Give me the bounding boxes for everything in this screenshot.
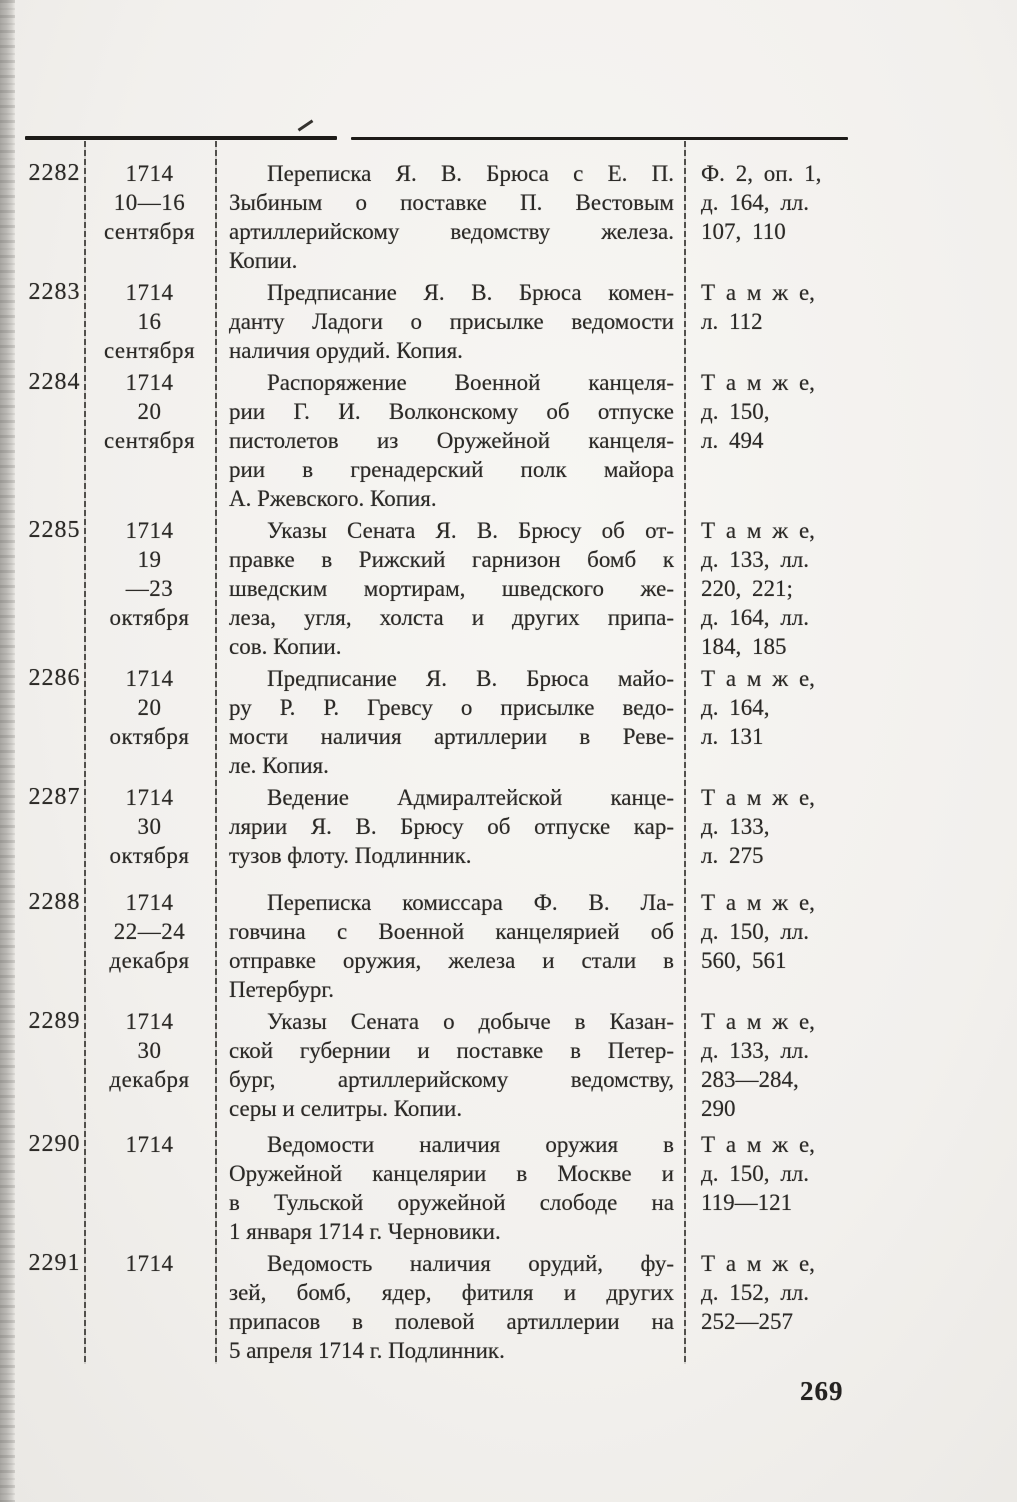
description-line: рии в гренадерский полк майора <box>229 457 674 482</box>
reference-line: д. 133, лл. <box>701 547 810 572</box>
date-line: октября <box>109 724 190 749</box>
reference-line: Т а м ж е, <box>701 1132 815 1157</box>
entry-description <box>215 159 684 275</box>
table-row <box>25 368 848 513</box>
table-row <box>25 278 848 365</box>
description-line: 1 января 1714 г. Черновики. <box>229 1219 501 1244</box>
reference-line: л. 112 <box>701 309 763 334</box>
description-line: бург, артиллерийскому ведомству, <box>229 1067 674 1092</box>
entry-date <box>84 1130 215 1246</box>
reference-line: д. 164, <box>701 695 770 720</box>
reference-line: 252—257 <box>701 1309 793 1334</box>
description-line: Предписание Я. В. Брюса майо- <box>267 666 674 691</box>
entry-description <box>215 664 684 780</box>
entry-date <box>84 368 215 513</box>
reference-line: л. 131 <box>701 724 764 749</box>
entry-reference <box>684 368 848 513</box>
reference-line: д. 164, лл. <box>701 605 810 630</box>
description-line: А. Ржевского. Копия. <box>229 486 437 511</box>
description-line: 5 апреля 1714 г. Подлинник. <box>229 1338 505 1363</box>
reference-line: д. 133, <box>701 814 770 839</box>
description-line: рии Г. И. Волконскому об отпуске <box>229 399 674 424</box>
description-line: мости наличия артиллерии в Реве- <box>229 724 674 749</box>
date-line: декабря <box>109 1067 190 1092</box>
reference-line: д. 150, лл. <box>701 919 810 944</box>
entry-description <box>215 1007 684 1123</box>
table-row <box>25 783 848 870</box>
entry-description <box>215 368 684 513</box>
table-row <box>25 1249 848 1365</box>
description-line: Распоряжение Военной канцеля- <box>267 370 674 395</box>
entry-date <box>84 664 215 780</box>
entry-date <box>84 1249 215 1365</box>
entry-date <box>84 888 215 1004</box>
date-line: 1714 <box>125 280 174 305</box>
description-line: ле. Копия. <box>229 753 329 778</box>
date-line: 1714 <box>125 890 174 915</box>
reference-line: Т а м ж е, <box>701 785 815 810</box>
date-line: 1714 <box>125 370 174 395</box>
date-line: 30 <box>137 1038 162 1063</box>
reference-line: 184, 185 <box>701 634 787 659</box>
date-line: 16 <box>137 309 162 334</box>
date-line: октября <box>109 605 190 630</box>
date-line: 1714 <box>125 1009 174 1034</box>
description-line: Предписание Я. В. Брюса комен- <box>267 280 674 305</box>
table-row <box>25 1007 848 1123</box>
entry-reference <box>684 516 848 661</box>
description-line: данту Ладоги о присылке ведомости <box>229 309 674 334</box>
reference-line: л. 275 <box>701 843 764 868</box>
date-line: 1714 <box>125 785 174 810</box>
description-line: Переписка Я. В. Брюса с Е. П. <box>267 161 674 186</box>
reference-line: Т а м ж е, <box>701 1009 815 1034</box>
description-line: Копии. <box>229 248 298 273</box>
entry-reference <box>684 888 848 1004</box>
date-line: 20 <box>137 695 162 720</box>
reference-line: Т а м ж е, <box>701 666 815 691</box>
entry-reference <box>684 159 848 275</box>
entry-number: 2284 <box>28 369 81 395</box>
entry-number: 2285 <box>28 517 81 543</box>
description-line: ру Р. Р. Гревсу о присылке ведо- <box>229 695 674 720</box>
description-line: ской губернии и поставке в Петер- <box>229 1038 674 1063</box>
date-line: декабря <box>109 948 190 973</box>
scan-artifact-slash <box>298 120 314 132</box>
date-line: сентября <box>103 219 196 244</box>
date-line: 20 <box>137 399 162 424</box>
entry-number: 2289 <box>28 1008 81 1034</box>
reference-line: Т а м ж е, <box>701 370 815 395</box>
description-line: в Тульской оружейной слободе на <box>229 1190 674 1215</box>
date-line: 10—16 <box>113 190 186 215</box>
description-line: Зыбиным о поставке П. Вестовым <box>229 190 674 215</box>
entry-reference <box>684 1249 848 1365</box>
date-line: 19 <box>137 547 162 572</box>
description-line: зей, бомб, ядер, фитиля и других <box>229 1280 674 1305</box>
description-line: Ведение Адмиралтейской канце- <box>267 785 674 810</box>
description-line: пистолетов из Оружейной канцеля- <box>229 428 674 453</box>
entry-reference <box>684 1007 848 1123</box>
reference-line: д. 164, лл. <box>701 190 810 215</box>
description-line: Петербург. <box>229 977 334 1002</box>
description-line: отправке оружия, железа и стали в <box>229 948 674 973</box>
entry-number: 2290 <box>28 1131 81 1157</box>
table-row <box>25 664 848 780</box>
entry-description <box>215 783 684 870</box>
entry-number: 2288 <box>28 889 81 915</box>
date-line: сентября <box>103 428 196 453</box>
description-line: Оружейной канцелярии в Москве и <box>229 1161 674 1186</box>
entry-description <box>215 516 684 661</box>
date-line: 1714 <box>125 1132 174 1157</box>
reference-line: Т а м ж е, <box>701 1251 815 1276</box>
entry-date <box>84 516 215 661</box>
reference-line: д. 133, лл. <box>701 1038 810 1063</box>
description-line: Ведомости наличия оружия в <box>267 1132 674 1157</box>
reference-line: 220, 221; <box>701 576 793 601</box>
entry-description <box>215 278 684 365</box>
description-line: припасов в полевой артиллерии на <box>229 1309 674 1334</box>
entry-reference <box>684 278 848 365</box>
date-line: 30 <box>137 814 162 839</box>
entry-date <box>84 783 215 870</box>
reference-line: Т а м ж е, <box>701 890 815 915</box>
entry-reference <box>684 664 848 780</box>
description-line: Переписка комиссара Ф. В. Ла- <box>267 890 674 915</box>
reference-line: 560, 561 <box>701 948 787 973</box>
reference-line: Т а м ж е, <box>701 280 815 305</box>
description-line: правке в Рижский гарнизон бомб к <box>229 547 674 572</box>
entry-reference <box>684 783 848 870</box>
entry-date <box>84 1007 215 1123</box>
reference-line: л. 494 <box>701 428 764 453</box>
entry-number: 2286 <box>28 665 81 691</box>
entry-number: 2282 <box>28 160 81 186</box>
description-line: Указы Сената Я. В. Брюсу об от- <box>267 518 674 543</box>
description-line: шведским мортирам, шведского же- <box>229 576 674 601</box>
reference-line: д. 150, лл. <box>701 1161 810 1186</box>
date-line: 1714 <box>125 666 174 691</box>
description-line: Указы Сената о добыче в Казан- <box>267 1009 674 1034</box>
description-line: тузов флоту. Подлинник. <box>229 843 472 868</box>
table-rows <box>25 136 848 1365</box>
date-line: 1714 <box>125 518 174 543</box>
date-line: 1714 <box>125 1251 174 1276</box>
reference-line: Т а м ж е, <box>701 518 815 543</box>
reference-line: 107, 110 <box>701 219 786 244</box>
description-line: наличия орудий. Копия. <box>229 338 463 363</box>
reference-line: 290 <box>701 1096 736 1121</box>
page-binding-edge <box>0 0 15 1502</box>
description-line: леза, угля, холста и других припа- <box>229 605 674 630</box>
entry-date <box>84 159 215 275</box>
table-row <box>25 1130 848 1246</box>
reference-line: д. 152, лл. <box>701 1280 810 1305</box>
entry-description <box>215 1130 684 1246</box>
archive-entries-table <box>25 136 848 1368</box>
reference-line: д. 150, <box>701 399 770 424</box>
date-line: сентября <box>103 338 196 363</box>
date-line: —23 <box>125 576 174 601</box>
entry-date <box>84 278 215 365</box>
table-row <box>25 159 848 275</box>
description-line: сов. Копии. <box>229 634 342 659</box>
entry-number: 2287 <box>28 784 81 810</box>
date-line: октября <box>109 843 190 868</box>
reference-line: Ф. 2, оп. 1, <box>701 161 822 186</box>
description-line: говчина с Военной канцелярией об <box>229 919 674 944</box>
description-line: серы и селитры. Копии. <box>229 1096 463 1121</box>
reference-line: 119—121 <box>701 1190 793 1215</box>
reference-line: 283—284, <box>701 1067 799 1092</box>
entry-number: 2291 <box>28 1250 81 1276</box>
date-line: 22—24 <box>113 919 186 944</box>
date-line: 1714 <box>125 161 174 186</box>
table-row <box>25 516 848 661</box>
description-line: лярии Я. В. Брюсу об отпуске кар- <box>229 814 674 839</box>
description-line: Ведомость наличия орудий, фу- <box>267 1251 674 1276</box>
table-row <box>25 888 848 1004</box>
entry-number: 2283 <box>28 279 81 305</box>
page-number: 269 <box>800 1376 844 1406</box>
description-line: артиллерийскому ведомству железа. <box>229 219 674 244</box>
entry-description <box>215 1249 684 1365</box>
entry-description <box>215 888 684 1004</box>
entry-reference <box>684 1130 848 1246</box>
